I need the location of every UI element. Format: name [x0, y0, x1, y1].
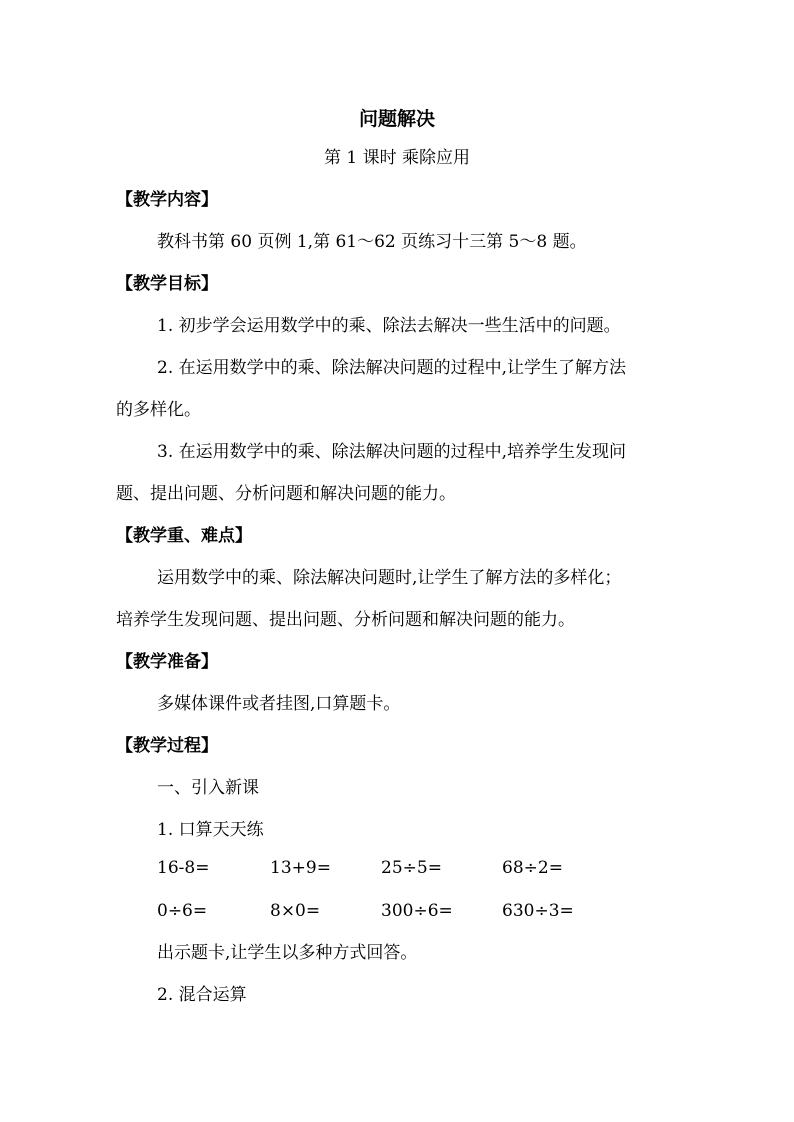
- calc-item: 68÷2=: [502, 858, 563, 878]
- step-mixed-calc: 2. 混合运算: [157, 985, 247, 1005]
- card-instruction: 出示题卡,让学生以多种方式回答。: [157, 943, 418, 963]
- goal-2-line-2: 的多样化。: [116, 400, 201, 420]
- calc-item: 8×0=: [270, 901, 321, 921]
- calc-item: 630÷3=: [502, 901, 574, 921]
- keypoints-line-2: 培养学生发现问题、提出问题、分析问题和解决问题的能力。: [116, 610, 575, 630]
- section-heading-content: 【教学内容】: [116, 190, 218, 210]
- keypoints-line-1: 运用数学中的乘、除法解决问题时,让学生了解方法的多样化；: [157, 568, 622, 588]
- calc-item: 0÷6=: [157, 901, 208, 921]
- calc-row-2: [157, 899, 677, 923]
- calc-row-1: [157, 856, 677, 880]
- goal-3-line-1: 3. 在运用数学中的乘、除法解决问题的过程中,培养学生发现问: [157, 442, 627, 462]
- step-oral-calc: 1. 口算天天练: [157, 820, 264, 840]
- page-subtitle: 第 1 课时 乘除应用: [323, 148, 471, 168]
- calc-item: 300÷6=: [381, 901, 453, 921]
- calc-item: 25÷5=: [381, 858, 442, 878]
- goal-3-line-2: 题、提出问题、分析问题和解决问题的能力。: [116, 484, 456, 504]
- calc-item: 13+9=: [270, 858, 331, 878]
- content-text: 教科书第 60 页例 1,第 61～62 页练习十三第 5～8 题。: [157, 232, 587, 252]
- prep-text: 多媒体课件或者挂图,口算题卡。: [157, 694, 401, 714]
- section-heading-keypoints: 【教学重、难点】: [116, 526, 252, 546]
- goal-2-line-1: 2. 在运用数学中的乘、除法解决问题的过程中,让学生了解方法: [157, 358, 627, 378]
- section-heading-prep: 【教学准备】: [116, 652, 218, 672]
- page-title: 问题解决: [358, 108, 435, 130]
- goal-1: 1. 初步学会运用数学中的乘、除法去解决一些生活中的问题。: [157, 316, 621, 336]
- calc-item: 16-8=: [157, 858, 210, 878]
- step-intro: 一、引入新课: [157, 778, 259, 798]
- section-heading-goals: 【教学目标】: [116, 274, 218, 294]
- section-heading-process: 【教学过程】: [116, 736, 218, 756]
